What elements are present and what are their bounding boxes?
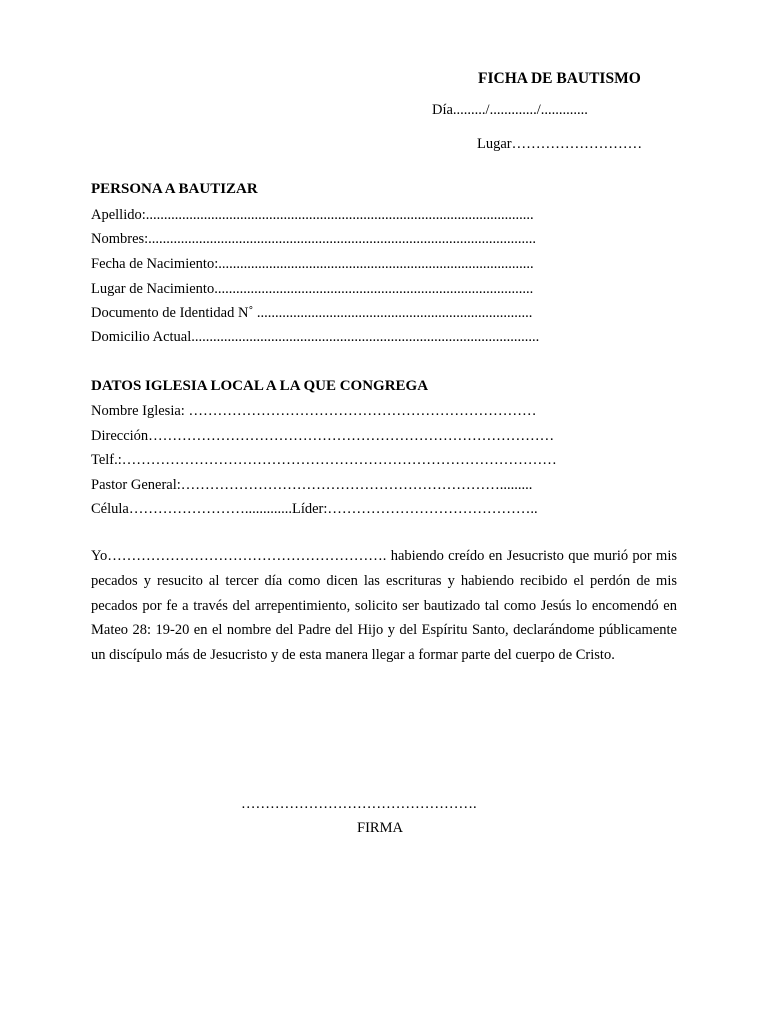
field-nombre-iglesia: Nombre Iglesia: ……………………………………………………………… (91, 403, 537, 419)
place-line: Lugar……………………… (477, 136, 643, 152)
field-domicilio-actual: Domicilio Actual................................................................................................ (91, 329, 540, 345)
field-documento-identidad: Documento de Identidad N˚ ............................................................................ (91, 305, 533, 321)
declaration-block (91, 544, 677, 668)
church-section-heading: DATOS IGLESIA LOCAL A LA QUE CONGREGA (91, 378, 429, 394)
field-nombres: Nombres:........................................................................................................... (91, 231, 537, 247)
field-fecha-nacimiento: Fecha de Nacimiento:....................................................................................... (91, 256, 534, 272)
signature-label: FIRMA (357, 820, 403, 836)
field-telefono: Telf.:……………………………………………………………………………… (91, 452, 557, 468)
field-pastor-general: Pastor General:…………………………………………………………......... (91, 477, 533, 493)
field-direccion: Dirección………………………………………………………………………… (91, 428, 555, 444)
signature-line: …………………………………………. (241, 796, 477, 812)
field-lugar-nacimiento: Lugar de Nacimiento........................................................................................ (91, 281, 534, 297)
date-line: Día........./............./............. (432, 102, 588, 118)
field-celula-lider: Célula…………………….............Líder:…………………………………….. (91, 501, 538, 517)
field-apellido: Apellido:........................................................................................................... (91, 207, 534, 223)
person-section-heading: PERSONA A BAUTIZAR (91, 181, 258, 197)
declaration-paragraph: Yo…………………………………………………. habiendo creído en Jesucristo que murió por mis pecados y resucito al tercer día como dicen las escrituras y habiendo recibido el perdón de mis pecados por fe a través del arrepentimiento, solicito ser bautizado tal como Jesús lo encomendó en Mateo 28: 19-20 en el nombre del Padre del Hijo y del Espíritu Santo, declarándome públicamente un discípulo más de Jesucristo y de esta manera llegar a formar parte del cuerpo de Cristo. (91, 548, 677, 664)
document-title: FICHA DE BAUTISMO (478, 70, 641, 87)
